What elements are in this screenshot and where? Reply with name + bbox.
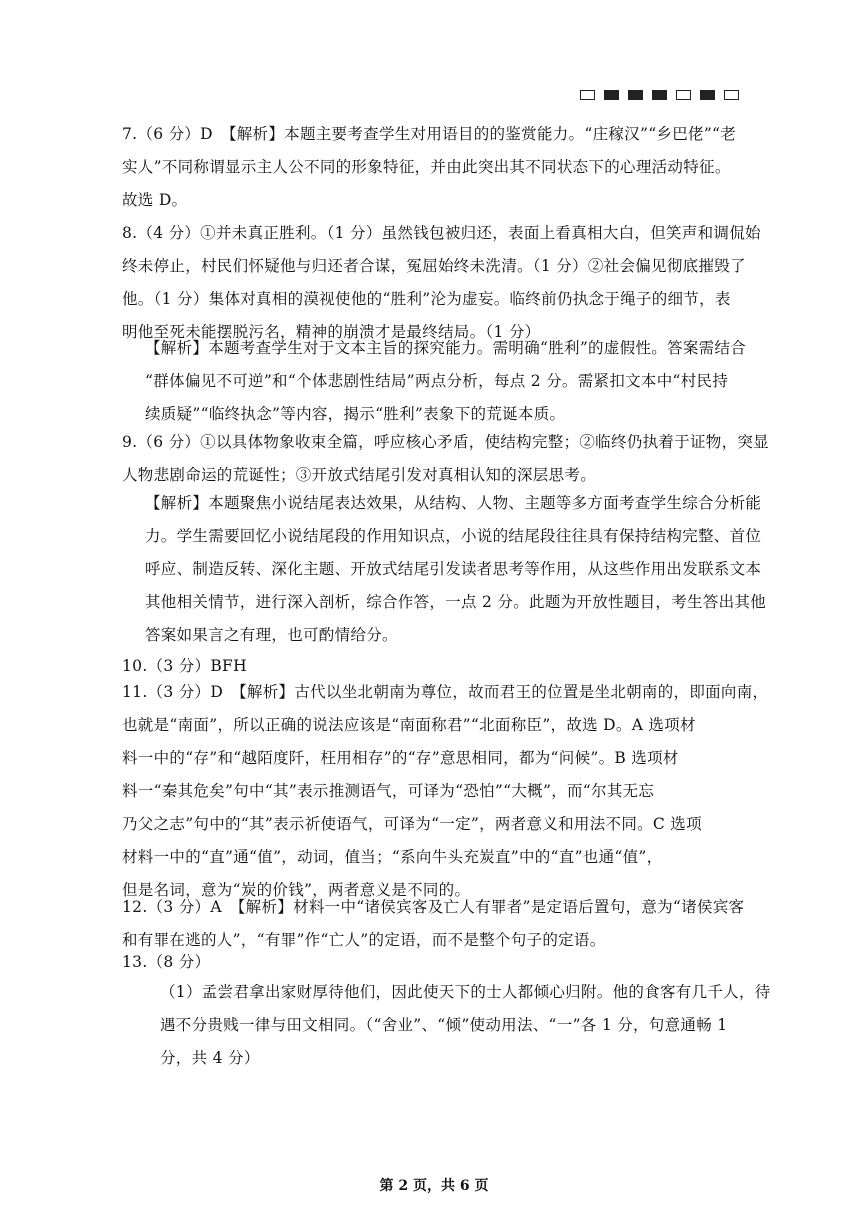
answer-12: 12.（3 分）A 【解析】材料一中“诸侯宾客及亡人有罪者”是定语后置句，意为“诸侯宾客 和有罪在逃的人”，“有罪”作“亡人”的定语，而不是整个句子的定语。 [122,898,745,949]
answer-10: 10.（3 分）BFH [122,657,247,675]
answer-8-analysis: 【解析】本题考查学生对于文本主旨的探究能力。需明确“胜利”的虚假性。答案需结合 “群体偏见不可逆”和“个体悲剧性结局”两点分析，每点 2 分。需紧扣文本中“村民持 续质疑”“临终执念”等内容，揭示“胜利”表象下的荒诞本质。 [145,339,747,423]
answer-13-part-1: （1）孟尝君拿出家财厚待他们，因此使天下的士人都倾心归附。他的食客有几千人，待 遇不分贵贱一律与田文相同。（“舍业”、“倾”使动用法、“一”各 1 分，句意通畅 1 分，共 4 分） [160,983,771,1067]
square-icon [604,90,619,100]
page-number: 第 2 页，共 6 页 [379,1178,489,1194]
square-icon [652,90,667,100]
answer-9-analysis: 【解析】本题聚焦小说结尾表达效果，从结构、人物、主题等多方面考查学生综合分析能 力。学生需要回忆小说结尾段的作用知识点，小说的结尾段往往具有保持结构完整、首位 呼应、制造反转、深化主题、开放式结尾引发读者思考等作用，从这些作用出发联系文本 其他相关情节，进行深入剖析，综合作答，一点 2 分。此题为开放性题目，考生答出其他 答案如果言之有理，也可酌情给分。 [145,494,767,644]
square-icon [676,90,691,100]
square-icon [628,90,643,100]
answer-7: 7.（6 分）D 【解析】本题主要考查学生对用语目的的鉴赏能力。“庄稼汉”“乡巴佬”“老 实人”不同称谓显示主人公不同的形象特征，并由此突出其不同状态下的心理活动特征。 故选 D。 [122,125,737,209]
square-icon [580,90,595,100]
square-icon [724,90,739,100]
answer-8: 8.（4 分）①并未真正胜利。（1 分）虽然钱包被归还，表面上看真相大白，但笑声和调侃始 终未停止，村民们怀疑他与归还者合谋，冤屈始终未洗清。（1 分）②社会偏见彻底摧毁了 他。（1 分）集体对真相的漠视使他的“胜利”沦为虚妄。临终前仍执念于绳子的细节，表 明他至死未能摆脱污名，精神的崩溃才是最终结局。（1 分） [122,224,761,341]
square-icon [700,90,715,100]
answer-13: 13.（8 分） [122,953,211,971]
header-decoration [580,90,739,100]
answer-11: 11.（3 分）D 【解析】古代以坐北朝南为尊位，故而君王的位置是坐北朝南的，即面向南， 也就是“南面”，所以正确的说法应该是“南面称君”“北面称臣”，故选 D。A 选项材 料一中的“存”和“越陌度阡，枉用相存”的“存”意思相同，都为“问候”。B 选项材 料一“秦其危矣”句中“其”表示推测语气，可译为“恐怕”“大概”，而“尔其无忘 乃父之志”句中的“其”表示祈使语气，可译为“一定”，两者意义和用法不同。C 选项 材料一中的“直”通“值”，动词，值当；“系向牛头充炭直”中的“直”也通“值”， 但是名词，意为“炭的价钱”，两者意义是不同的。 [122,683,769,899]
answer-9: 9.（6 分）①以具体物象收束全篇，呼应核心矛盾，使结构完整；②临终仍执着于证物，突显 人物悲剧命运的荒诞性；③开放式结尾引发对真相认知的深层思考。 [122,433,769,484]
